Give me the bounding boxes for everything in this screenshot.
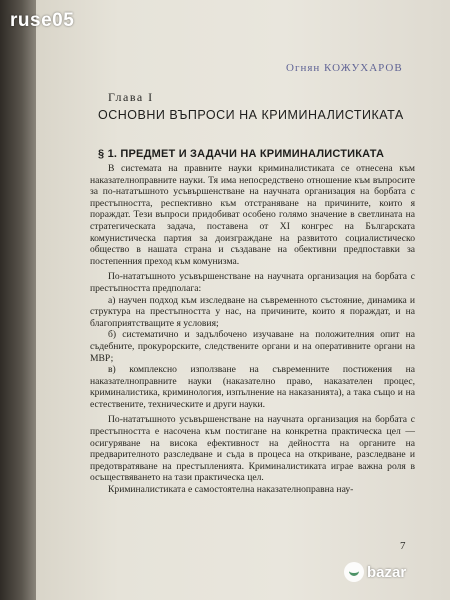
chapter-title: ОСНОВНИ ВЪПРОСИ НА КРИМИНАЛИСТИКАТА (98, 108, 404, 122)
page-number: 7 (400, 540, 406, 552)
book-gutter (0, 0, 36, 600)
seller-watermark: ruse05 (10, 10, 75, 31)
smile-icon (344, 562, 364, 582)
bazar-logo (344, 562, 406, 582)
section-title: § 1. ПРЕДМЕТ И ЗАДАЧИ НА КРИМИНАЛИСТИКАТА (98, 148, 385, 160)
paragraph-item-c: в) комплексно използване на съвременните постижения на наказателноправните науки (наказателно право, наказателен процес, криминалистика, криминология, изпълнение на наказанията), а така също и на естествените, техническите и други науки. (90, 364, 415, 410)
chapter-label: Глава I (108, 90, 154, 104)
paragraph-item-a: а) научен подход към изследване на съвременното състояние, динамика и структура на престъпността у нас, на причините, които я пораждат, и на благоприятстващите я условия; (90, 294, 415, 329)
paragraph-definition: Криминалистиката е самостоятелна наказателноправна нау- (108, 484, 354, 496)
paragraph-item-b: б) систематично и задълбочено изучаване на положителния опит на съдебните, прокурорските, следствените органи и на оперативните органи на МВР; (90, 329, 415, 364)
book-page (36, 0, 450, 600)
paragraph-goal: По-нататъшното усъвършенстване на научната организация на борбата с престъпността е насочена към постигане на конкретна практическа цел — осигуряване на висока ефективност на дейността на органите на предварителното разследване и съда в процеса на откриване, разследване и предотвратяване на престъпленията. Криминалистиката играе важна роля в осъществяването на тази практическа цел. (90, 414, 415, 484)
paragraph-intro: В системата на правните науки криминалистиката се отнесена към наказателноправните науки. Тя има непосредствено отношение към въпросите за по-нататъшното усъвършенстване на научната организация на борбата с престъпността, респективно към отстраняване на причините, които я пораждат. Тези въпроси придобиват особено голямо значение в светлината на стратегическата задача, поставена от XI конгрес на Българската комунистическа партия за доизграждане на развитото социалистическо общество в нашата страна и създаване на обективни предпоставки за постепенния преход към комунизма. (90, 163, 415, 267)
body-text (90, 163, 415, 496)
paragraph-prerequisites: По-нататъшното усъвършенстване на научната организация на борбата с престъпността предполага: (90, 271, 415, 294)
logo-text: bazar (367, 563, 407, 581)
owner-stamp: Огнян КОЖУХАРОВ (286, 62, 403, 74)
